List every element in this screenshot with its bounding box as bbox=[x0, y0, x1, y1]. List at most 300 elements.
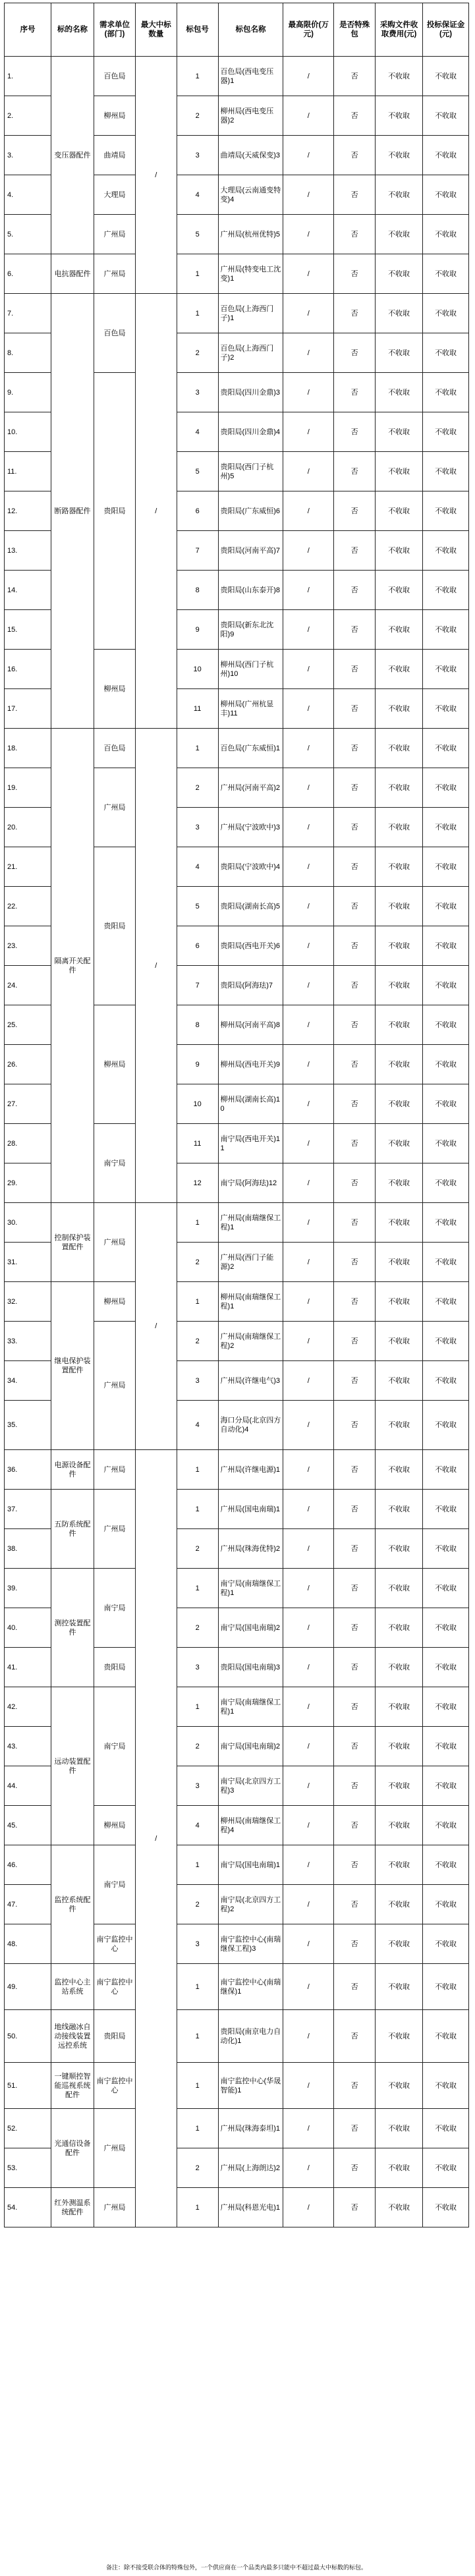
max-price-cell: / bbox=[283, 96, 334, 136]
max-price-cell: / bbox=[283, 531, 334, 571]
fee-cell: 不收取 bbox=[376, 1569, 423, 1608]
max-price-cell: / bbox=[283, 1608, 334, 1648]
header-package-name: 标包名称 bbox=[218, 3, 283, 57]
table-row bbox=[5, 1450, 469, 1490]
fee-cell: 不收取 bbox=[376, 1124, 423, 1163]
max-win-cell: / bbox=[135, 57, 177, 294]
max-price-cell: / bbox=[283, 1924, 334, 1964]
deposit-cell: 不收取 bbox=[423, 1322, 469, 1361]
special-cell: 否 bbox=[334, 926, 376, 966]
fee-cell: 不收取 bbox=[376, 808, 423, 847]
department-cell: 百色局 bbox=[94, 729, 136, 768]
deposit-cell: 不收取 bbox=[423, 254, 469, 294]
row-seq: 10. bbox=[5, 412, 51, 452]
special-cell: 否 bbox=[334, 254, 376, 294]
special-cell: 否 bbox=[334, 729, 376, 768]
max-price-cell: / bbox=[283, 491, 334, 531]
package-name-cell: 贵阳局(湖南长高)5 bbox=[218, 887, 283, 926]
fee-cell: 不收取 bbox=[376, 254, 423, 294]
fee-cell: 不收取 bbox=[376, 966, 423, 1005]
special-cell: 否 bbox=[334, 1727, 376, 1766]
fee-cell: 不收取 bbox=[376, 2109, 423, 2148]
fee-cell: 不收取 bbox=[376, 847, 423, 887]
package-name-cell: 贵阳局(广东威恒)6 bbox=[218, 491, 283, 531]
deposit-cell: 不收取 bbox=[423, 1648, 469, 1687]
item-name-cell: 地线融冰自动接线装置远控系统 bbox=[51, 2010, 94, 2063]
special-cell: 否 bbox=[334, 1529, 376, 1569]
package-name-cell: 百色局(上海西门子)1 bbox=[218, 294, 283, 333]
department-cell: 百色局 bbox=[94, 57, 136, 96]
item-name-cell: 继电保护装置配件 bbox=[51, 1282, 94, 1450]
package-no-cell: 1 bbox=[177, 2109, 218, 2148]
row-seq: 8. bbox=[5, 333, 51, 373]
special-cell: 否 bbox=[334, 1163, 376, 1203]
special-cell: 否 bbox=[334, 2109, 376, 2148]
package-no-cell: 5 bbox=[177, 452, 218, 491]
fee-cell: 不收取 bbox=[376, 1282, 423, 1322]
special-cell: 否 bbox=[334, 1124, 376, 1163]
package-no-cell: 5 bbox=[177, 887, 218, 926]
package-no-cell: 11 bbox=[177, 689, 218, 729]
fee-cell: 不收取 bbox=[376, 136, 423, 175]
special-cell: 否 bbox=[334, 571, 376, 610]
package-no-cell: 1 bbox=[177, 254, 218, 294]
special-cell: 否 bbox=[334, 1322, 376, 1361]
deposit-cell: 不收取 bbox=[423, 2188, 469, 2227]
special-cell: 否 bbox=[334, 847, 376, 887]
fee-cell: 不收取 bbox=[376, 294, 423, 333]
max-price-cell: / bbox=[283, 1163, 334, 1203]
header-special: 是否特殊包 bbox=[334, 3, 376, 57]
table-row bbox=[5, 294, 469, 333]
deposit-cell: 不收取 bbox=[423, 1687, 469, 1727]
header-max-price: 最高限价(万元) bbox=[283, 3, 334, 57]
fee-cell: 不收取 bbox=[376, 373, 423, 412]
max-price-cell: / bbox=[283, 1322, 334, 1361]
package-name-cell: 百色局(西电变压器)1 bbox=[218, 57, 283, 96]
max-price-cell: / bbox=[283, 1361, 334, 1401]
item-name-cell: 五防系统配件 bbox=[51, 1490, 94, 1569]
package-name-cell: 广州局(南瑞继保工程)2 bbox=[218, 1322, 283, 1361]
special-cell: 否 bbox=[334, 412, 376, 452]
department-cell: 广州局 bbox=[94, 2109, 136, 2188]
special-cell: 否 bbox=[334, 887, 376, 926]
special-cell: 否 bbox=[334, 57, 376, 96]
package-name-cell: 贵阳局(南京电力自动化)1 bbox=[218, 2010, 283, 2063]
special-cell: 否 bbox=[334, 689, 376, 729]
package-name-cell: 广州局(珠海优特)2 bbox=[218, 1529, 283, 1569]
max-price-cell: / bbox=[283, 2010, 334, 2063]
row-seq: 5. bbox=[5, 215, 51, 254]
fee-cell: 不收取 bbox=[376, 1045, 423, 1084]
deposit-cell: 不收取 bbox=[423, 1084, 469, 1124]
special-cell: 否 bbox=[334, 531, 376, 571]
department-cell: 广州局 bbox=[94, 1450, 136, 1490]
department-cell: 贵阳局 bbox=[94, 2010, 136, 2063]
max-price-cell: / bbox=[283, 2109, 334, 2148]
max-price-cell: / bbox=[283, 808, 334, 847]
fee-cell: 不收取 bbox=[376, 2148, 423, 2188]
department-cell: 南宁监控中心 bbox=[94, 1924, 136, 1964]
fee-cell: 不收取 bbox=[376, 1608, 423, 1648]
package-name-cell: 海口分局(北京四方自动化)4 bbox=[218, 1401, 283, 1450]
package-name-cell: 柳州局(湖南长高)10 bbox=[218, 1084, 283, 1124]
package-name-cell: 广州局(宁波欧中)3 bbox=[218, 808, 283, 847]
table-row bbox=[5, 1203, 469, 1243]
special-cell: 否 bbox=[334, 610, 376, 650]
package-no-cell: 4 bbox=[177, 1806, 218, 1845]
table-row bbox=[5, 1687, 469, 1727]
package-name-cell: 贵阳局(西电开关)6 bbox=[218, 926, 283, 966]
special-cell: 否 bbox=[334, 175, 376, 215]
package-name-cell: 广州局(珠海泰坦)1 bbox=[218, 2109, 283, 2148]
deposit-cell: 不收取 bbox=[423, 966, 469, 1005]
deposit-cell: 不收取 bbox=[423, 57, 469, 96]
fee-cell: 不收取 bbox=[376, 1163, 423, 1203]
department-cell: 南宁局 bbox=[94, 1124, 136, 1203]
max-win-cell: / bbox=[135, 294, 177, 729]
package-name-cell: 广州局(许继电源)1 bbox=[218, 1450, 283, 1490]
department-cell: 广州局 bbox=[94, 254, 136, 294]
table-row bbox=[5, 1845, 469, 1885]
package-no-cell: 3 bbox=[177, 1924, 218, 1964]
fee-cell: 不收取 bbox=[376, 1845, 423, 1885]
max-win-cell: / bbox=[135, 729, 177, 1203]
special-cell: 否 bbox=[334, 294, 376, 333]
item-name-cell: 监控系统配件 bbox=[51, 1845, 94, 1964]
special-cell: 否 bbox=[334, 1924, 376, 1964]
deposit-cell: 不收取 bbox=[423, 1450, 469, 1490]
package-no-cell: 10 bbox=[177, 650, 218, 689]
fee-cell: 不收取 bbox=[376, 1806, 423, 1845]
max-price-cell: / bbox=[283, 1005, 334, 1045]
package-no-cell: 1 bbox=[177, 1569, 218, 1608]
row-seq: 12. bbox=[5, 491, 51, 531]
special-cell: 否 bbox=[334, 1608, 376, 1648]
item-name-cell: 监控中心主站系统 bbox=[51, 1964, 94, 2010]
fee-cell: 不收取 bbox=[376, 926, 423, 966]
row-seq: 21. bbox=[5, 847, 51, 887]
deposit-cell: 不收取 bbox=[423, 729, 469, 768]
fee-cell: 不收取 bbox=[376, 491, 423, 531]
max-price-cell: / bbox=[283, 452, 334, 491]
package-no-cell: 4 bbox=[177, 1401, 218, 1450]
row-seq: 42. bbox=[5, 1687, 51, 1727]
table-body bbox=[5, 57, 469, 2227]
package-name-cell: 贵阳局(宁波欧中)4 bbox=[218, 847, 283, 887]
fee-cell: 不收取 bbox=[376, 1529, 423, 1569]
fee-cell: 不收取 bbox=[376, 1727, 423, 1766]
deposit-cell: 不收取 bbox=[423, 689, 469, 729]
max-price-cell: / bbox=[283, 373, 334, 412]
header-item-name: 标的名称 bbox=[51, 3, 94, 57]
max-price-cell: / bbox=[283, 294, 334, 333]
package-name-cell: 广州局(杭州优特)5 bbox=[218, 215, 283, 254]
header-deposit: 投标保证金(元) bbox=[423, 3, 469, 57]
package-no-cell: 1 bbox=[177, 1687, 218, 1727]
package-name-cell: 贵阳局(西门子杭州)5 bbox=[218, 452, 283, 491]
deposit-cell: 不收取 bbox=[423, 1924, 469, 1964]
package-no-cell: 1 bbox=[177, 1964, 218, 2010]
fee-cell: 不收取 bbox=[376, 96, 423, 136]
table-row bbox=[5, 2010, 469, 2063]
package-no-cell: 1 bbox=[177, 729, 218, 768]
max-price-cell: / bbox=[283, 215, 334, 254]
department-cell: 南宁监控中心 bbox=[94, 1964, 136, 2010]
deposit-cell: 不收取 bbox=[423, 650, 469, 689]
package-no-cell: 11 bbox=[177, 1124, 218, 1163]
deposit-cell: 不收取 bbox=[423, 294, 469, 333]
row-seq: 17. bbox=[5, 689, 51, 729]
package-name-cell: 广州局(国电南瑞)1 bbox=[218, 1490, 283, 1529]
package-name-cell: 柳州局(南瑞继保工程)1 bbox=[218, 1282, 283, 1322]
row-seq: 27. bbox=[5, 1084, 51, 1124]
fee-cell: 不收取 bbox=[376, 1243, 423, 1282]
special-cell: 否 bbox=[334, 2188, 376, 2227]
item-name-cell: 红外测温系统配件 bbox=[51, 2188, 94, 2227]
package-no-cell: 4 bbox=[177, 175, 218, 215]
max-price-cell: / bbox=[283, 1450, 334, 1490]
package-name-cell: 广州局(科恩光电)1 bbox=[218, 2188, 283, 2227]
max-price-cell: / bbox=[283, 571, 334, 610]
package-name-cell: 贵阳局(阿海珐)7 bbox=[218, 966, 283, 1005]
row-seq: 26. bbox=[5, 1045, 51, 1084]
package-no-cell: 3 bbox=[177, 136, 218, 175]
package-name-cell: 南宁局(南瑞继保工程)1 bbox=[218, 1569, 283, 1608]
package-name-cell: 南宁监控中心(华晟智能)1 bbox=[218, 2063, 283, 2109]
header-department: 需求单位(部门) bbox=[94, 3, 136, 57]
special-cell: 否 bbox=[334, 1282, 376, 1322]
table-row bbox=[5, 1964, 469, 2010]
item-name-cell: 一键顺控智能巡视系统配件 bbox=[51, 2063, 94, 2109]
max-price-cell: / bbox=[283, 689, 334, 729]
package-name-cell: 贵阳局(新东北沈阳)9 bbox=[218, 610, 283, 650]
row-seq: 4. bbox=[5, 175, 51, 215]
department-cell: 南宁监控中心 bbox=[94, 2063, 136, 2109]
max-price-cell: / bbox=[283, 1203, 334, 1243]
package-name-cell: 广州局(许继电气)3 bbox=[218, 1361, 283, 1401]
row-seq: 38. bbox=[5, 1529, 51, 1569]
item-name-cell: 控制保护装置配件 bbox=[51, 1203, 94, 1282]
special-cell: 否 bbox=[334, 136, 376, 175]
deposit-cell: 不收取 bbox=[423, 136, 469, 175]
fee-cell: 不收取 bbox=[376, 1401, 423, 1450]
deposit-cell: 不收取 bbox=[423, 175, 469, 215]
package-name-cell: 贵阳局(四川金鼎)3 bbox=[218, 373, 283, 412]
deposit-cell: 不收取 bbox=[423, 2010, 469, 2063]
department-cell: 广州局 bbox=[94, 1490, 136, 1569]
department-cell: 柳州局 bbox=[94, 1282, 136, 1322]
package-name-cell: 南宁局(北京四方工程)3 bbox=[218, 1766, 283, 1806]
table-row bbox=[5, 2109, 469, 2148]
special-cell: 否 bbox=[334, 373, 376, 412]
header-fee: 采购文件收取费用(元) bbox=[376, 3, 423, 57]
package-no-cell: 2 bbox=[177, 1529, 218, 1569]
max-price-cell: / bbox=[283, 768, 334, 808]
row-seq: 51. bbox=[5, 2063, 51, 2109]
fee-cell: 不收取 bbox=[376, 689, 423, 729]
fee-cell: 不收取 bbox=[376, 1361, 423, 1401]
special-cell: 否 bbox=[334, 650, 376, 689]
package-no-cell: 2 bbox=[177, 1608, 218, 1648]
package-name-cell: 曲靖局(天威保变)3 bbox=[218, 136, 283, 175]
package-no-cell: 2 bbox=[177, 1243, 218, 1282]
row-seq: 29. bbox=[5, 1163, 51, 1203]
row-seq: 13. bbox=[5, 531, 51, 571]
table-row bbox=[5, 729, 469, 768]
row-seq: 9. bbox=[5, 373, 51, 412]
fee-cell: 不收取 bbox=[376, 2063, 423, 2109]
fee-cell: 不收取 bbox=[376, 768, 423, 808]
max-price-cell: / bbox=[283, 1401, 334, 1450]
fee-cell: 不收取 bbox=[376, 1450, 423, 1490]
package-no-cell: 3 bbox=[177, 373, 218, 412]
package-name-cell: 大理局(云南通变特变)4 bbox=[218, 175, 283, 215]
fee-cell: 不收取 bbox=[376, 887, 423, 926]
row-seq: 50. bbox=[5, 2010, 51, 2063]
row-seq: 15. bbox=[5, 610, 51, 650]
deposit-cell: 不收取 bbox=[423, 610, 469, 650]
special-cell: 否 bbox=[334, 1203, 376, 1243]
max-price-cell: / bbox=[283, 1727, 334, 1766]
deposit-cell: 不收取 bbox=[423, 1806, 469, 1845]
row-seq: 6. bbox=[5, 254, 51, 294]
row-seq: 1. bbox=[5, 57, 51, 96]
package-no-cell: 2 bbox=[177, 96, 218, 136]
table-row bbox=[5, 1282, 469, 1322]
fee-cell: 不收取 bbox=[376, 571, 423, 610]
deposit-cell: 不收取 bbox=[423, 1845, 469, 1885]
row-seq: 39. bbox=[5, 1569, 51, 1608]
deposit-cell: 不收取 bbox=[423, 926, 469, 966]
department-cell: 柳州局 bbox=[94, 1005, 136, 1124]
department-cell: 广州局 bbox=[94, 2188, 136, 2227]
package-name-cell: 柳州局(西电变压器)2 bbox=[218, 96, 283, 136]
row-seq: 44. bbox=[5, 1766, 51, 1806]
item-name-cell: 隔离开关配件 bbox=[51, 729, 94, 1203]
table-row bbox=[5, 254, 469, 294]
header-package-no: 标包号 bbox=[177, 3, 218, 57]
package-name-cell: 广州局(特变电工沈变)1 bbox=[218, 254, 283, 294]
fee-cell: 不收取 bbox=[376, 1687, 423, 1727]
package-no-cell: 1 bbox=[177, 1845, 218, 1885]
department-cell: 南宁局 bbox=[94, 1569, 136, 1648]
special-cell: 否 bbox=[334, 2063, 376, 2109]
special-cell: 否 bbox=[334, 1885, 376, 1924]
package-name-cell: 柳州局(河南平高)8 bbox=[218, 1005, 283, 1045]
package-no-cell: 1 bbox=[177, 1490, 218, 1529]
header-max-win: 最大中标数量 bbox=[135, 3, 177, 57]
special-cell: 否 bbox=[334, 768, 376, 808]
package-name-cell: 广州局(上海朗达)2 bbox=[218, 2148, 283, 2188]
package-no-cell: 3 bbox=[177, 1361, 218, 1401]
deposit-cell: 不收取 bbox=[423, 1569, 469, 1608]
fee-cell: 不收取 bbox=[376, 452, 423, 491]
deposit-cell: 不收取 bbox=[423, 571, 469, 610]
row-seq: 16. bbox=[5, 650, 51, 689]
fee-cell: 不收取 bbox=[376, 1322, 423, 1361]
max-price-cell: / bbox=[283, 847, 334, 887]
package-no-cell: 2 bbox=[177, 768, 218, 808]
package-no-cell: 2 bbox=[177, 1727, 218, 1766]
fee-cell: 不收取 bbox=[376, 1648, 423, 1687]
package-no-cell: 2 bbox=[177, 333, 218, 373]
deposit-cell: 不收取 bbox=[423, 768, 469, 808]
procurement-table bbox=[4, 3, 469, 2227]
special-cell: 否 bbox=[334, 1964, 376, 2010]
deposit-cell: 不收取 bbox=[423, 333, 469, 373]
table-row bbox=[5, 2063, 469, 2109]
max-price-cell: / bbox=[283, 1124, 334, 1163]
special-cell: 否 bbox=[334, 1845, 376, 1885]
department-cell: 柳州局 bbox=[94, 1806, 136, 1845]
fee-cell: 不收取 bbox=[376, 215, 423, 254]
row-seq: 28. bbox=[5, 1124, 51, 1163]
deposit-cell: 不收取 bbox=[423, 373, 469, 412]
row-seq: 11. bbox=[5, 452, 51, 491]
special-cell: 否 bbox=[334, 1045, 376, 1084]
row-seq: 32. bbox=[5, 1282, 51, 1322]
fee-cell: 不收取 bbox=[376, 531, 423, 571]
row-seq: 25. bbox=[5, 1005, 51, 1045]
package-name-cell: 南宁局(国电南瑞)2 bbox=[218, 1727, 283, 1766]
fee-cell: 不收取 bbox=[376, 1964, 423, 2010]
max-price-cell: / bbox=[283, 175, 334, 215]
footnote: 备注：除不接受联合体的特殊包外，一个供应商在一个品类内最多只能中不超过最大中标数的标包。 bbox=[105, 2564, 367, 2571]
max-price-cell: / bbox=[283, 1084, 334, 1124]
table-row bbox=[5, 1569, 469, 1608]
special-cell: 否 bbox=[334, 808, 376, 847]
package-name-cell: 贵阳局(四川金鼎)4 bbox=[218, 412, 283, 452]
deposit-cell: 不收取 bbox=[423, 2148, 469, 2188]
package-no-cell: 4 bbox=[177, 412, 218, 452]
item-name-cell: 光通信设备配件 bbox=[51, 2109, 94, 2188]
max-price-cell: / bbox=[283, 1282, 334, 1322]
fee-cell: 不收取 bbox=[376, 2010, 423, 2063]
package-no-cell: 3 bbox=[177, 808, 218, 847]
row-seq: 23. bbox=[5, 926, 51, 966]
special-cell: 否 bbox=[334, 333, 376, 373]
department-cell: 广州局 bbox=[94, 768, 136, 847]
deposit-cell: 不收取 bbox=[423, 1282, 469, 1322]
max-price-cell: / bbox=[283, 1045, 334, 1084]
department-cell: 柳州局 bbox=[94, 650, 136, 729]
fee-cell: 不收取 bbox=[376, 1203, 423, 1243]
row-seq: 3. bbox=[5, 136, 51, 175]
deposit-cell: 不收取 bbox=[423, 412, 469, 452]
max-price-cell: / bbox=[283, 254, 334, 294]
special-cell: 否 bbox=[334, 1401, 376, 1450]
deposit-cell: 不收取 bbox=[423, 1203, 469, 1243]
header-seq: 序号 bbox=[5, 3, 51, 57]
package-no-cell: 8 bbox=[177, 1005, 218, 1045]
package-name-cell: 贵阳局(国电南瑞)3 bbox=[218, 1648, 283, 1687]
item-name-cell: 电源设备配件 bbox=[51, 1450, 94, 1490]
package-name-cell: 南宁局(南瑞继保工程)1 bbox=[218, 1687, 283, 1727]
special-cell: 否 bbox=[334, 2148, 376, 2188]
deposit-cell: 不收取 bbox=[423, 1727, 469, 1766]
department-cell: 曲靖局 bbox=[94, 136, 136, 175]
deposit-cell: 不收取 bbox=[423, 1490, 469, 1529]
package-name-cell: 南宁局(阿海珐)12 bbox=[218, 1163, 283, 1203]
package-no-cell: 7 bbox=[177, 531, 218, 571]
package-no-cell: 8 bbox=[177, 571, 218, 610]
fee-cell: 不收取 bbox=[376, 2188, 423, 2227]
max-price-cell: / bbox=[283, 966, 334, 1005]
item-name-cell: 测控装置配件 bbox=[51, 1569, 94, 1687]
package-no-cell: 7 bbox=[177, 966, 218, 1005]
department-cell: 南宁局 bbox=[94, 1845, 136, 1924]
